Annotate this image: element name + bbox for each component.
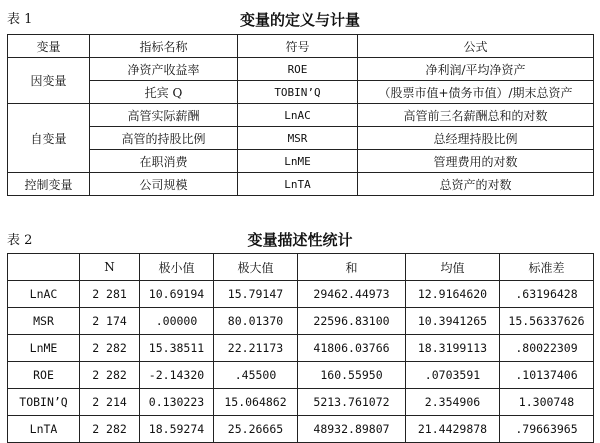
n-cell: 2 282 bbox=[80, 335, 140, 362]
sum-cell: 41806.03766 bbox=[298, 335, 406, 362]
descriptive-stats-table bbox=[7, 253, 594, 443]
symbol-cell: ROE bbox=[238, 58, 358, 81]
table-header-row bbox=[8, 35, 594, 58]
header-variable: 变量 bbox=[8, 35, 90, 58]
indicator-cell: 净资产收益率 bbox=[90, 58, 238, 81]
symbol-cell: LnAC bbox=[238, 104, 358, 127]
formula-cell: 总经理持股比例 bbox=[358, 127, 594, 150]
table1-title: 变量的定义与计量 bbox=[239, 11, 361, 29]
variable-name: LnTA bbox=[8, 416, 80, 443]
header-sd: 标准差 bbox=[500, 254, 594, 281]
header-max: 极大值 bbox=[214, 254, 298, 281]
sum-cell: 22596.83100 bbox=[298, 308, 406, 335]
table-row bbox=[8, 58, 594, 81]
symbol-cell: MSR bbox=[238, 127, 358, 150]
table-row bbox=[8, 150, 594, 173]
formula-cell: 净利润/平均净资产 bbox=[358, 58, 594, 81]
symbol-cell: TOBIN’Q bbox=[238, 81, 358, 104]
min-cell: 0.130223 bbox=[140, 389, 214, 416]
max-cell: 15.064862 bbox=[214, 389, 298, 416]
formula-cell: （股票市值+债务市值）/期末总资产 bbox=[358, 81, 594, 104]
table-row bbox=[8, 127, 594, 150]
min-cell: 18.59274 bbox=[140, 416, 214, 443]
max-cell: 22.21173 bbox=[214, 335, 298, 362]
header-sum: 和 bbox=[298, 254, 406, 281]
table-row bbox=[8, 173, 594, 196]
mean-cell: .0703591 bbox=[406, 362, 500, 389]
definition-table bbox=[7, 34, 594, 196]
header-blank bbox=[8, 254, 80, 281]
indicator-cell: 在职消费 bbox=[90, 150, 238, 173]
sd-cell: 15.56337626 bbox=[500, 308, 594, 335]
sd-cell: 1.300748 bbox=[500, 389, 594, 416]
max-cell: 80.01370 bbox=[214, 308, 298, 335]
sd-cell: .63196428 bbox=[500, 281, 594, 308]
max-cell: .45500 bbox=[214, 362, 298, 389]
sd-cell: .10137406 bbox=[500, 362, 594, 389]
sum-cell: 29462.44973 bbox=[298, 281, 406, 308]
sum-cell: 160.55950 bbox=[298, 362, 406, 389]
header-indicator: 指标名称 bbox=[90, 35, 238, 58]
table-row bbox=[8, 81, 594, 104]
table-row bbox=[8, 416, 594, 443]
group-dependent: 因变量 bbox=[8, 58, 90, 104]
sum-cell: 48932.89807 bbox=[298, 416, 406, 443]
mean-cell: 12.9164620 bbox=[406, 281, 500, 308]
mean-cell: 21.4429878 bbox=[406, 416, 500, 443]
indicator-cell: 高管的持股比例 bbox=[90, 127, 238, 150]
min-cell: 10.69194 bbox=[140, 281, 214, 308]
symbol-cell: LnME bbox=[238, 150, 358, 173]
sd-cell: .80022309 bbox=[500, 335, 594, 362]
formula-cell: 总资产的对数 bbox=[358, 173, 594, 196]
table-row bbox=[8, 335, 594, 362]
table1-label: 表 1 bbox=[7, 12, 33, 27]
formula-cell: 高管前三名薪酬总和的对数 bbox=[358, 104, 594, 127]
mean-cell: 2.354906 bbox=[406, 389, 500, 416]
min-cell: -2.14320 bbox=[140, 362, 214, 389]
header-n: N bbox=[80, 254, 140, 281]
n-cell: 2 174 bbox=[80, 308, 140, 335]
sd-cell: .79663965 bbox=[500, 416, 594, 443]
max-cell: 15.79147 bbox=[214, 281, 298, 308]
max-cell: 25.26665 bbox=[214, 416, 298, 443]
n-cell: 2 282 bbox=[80, 416, 140, 443]
table-header-row bbox=[8, 254, 594, 281]
indicator-cell: 高管实际薪酬 bbox=[90, 104, 238, 127]
table-row bbox=[8, 308, 594, 335]
table2-title: 变量描述性统计 bbox=[247, 231, 353, 249]
mean-cell: 10.3941265 bbox=[406, 308, 500, 335]
n-cell: 2 214 bbox=[80, 389, 140, 416]
table-row bbox=[8, 281, 594, 308]
table-row bbox=[8, 389, 594, 416]
variable-name: ROE bbox=[8, 362, 80, 389]
header-symbol: 符号 bbox=[238, 35, 358, 58]
table-row bbox=[8, 362, 594, 389]
variable-name: TOBIN’Q bbox=[8, 389, 80, 416]
table2-label: 表 2 bbox=[7, 233, 33, 248]
group-independent: 自变量 bbox=[8, 104, 90, 173]
n-cell: 2 281 bbox=[80, 281, 140, 308]
header-min: 极小值 bbox=[140, 254, 214, 281]
sum-cell: 5213.761072 bbox=[298, 389, 406, 416]
variable-name: MSR bbox=[8, 308, 80, 335]
stats-body bbox=[8, 281, 594, 443]
indicator-cell: 托宾 Q bbox=[90, 81, 238, 104]
indicator-cell: 公司规模 bbox=[90, 173, 238, 196]
table-row bbox=[8, 104, 594, 127]
symbol-cell: LnTA bbox=[238, 173, 358, 196]
variable-name: LnAC bbox=[8, 281, 80, 308]
group-control: 控制变量 bbox=[8, 173, 90, 196]
header-formula: 公式 bbox=[358, 35, 594, 58]
min-cell: 15.38511 bbox=[140, 335, 214, 362]
mean-cell: 18.3199113 bbox=[406, 335, 500, 362]
variable-name: LnME bbox=[8, 335, 80, 362]
n-cell: 2 282 bbox=[80, 362, 140, 389]
min-cell: .00000 bbox=[140, 308, 214, 335]
header-mean: 均值 bbox=[406, 254, 500, 281]
formula-cell: 管理费用的对数 bbox=[358, 150, 594, 173]
